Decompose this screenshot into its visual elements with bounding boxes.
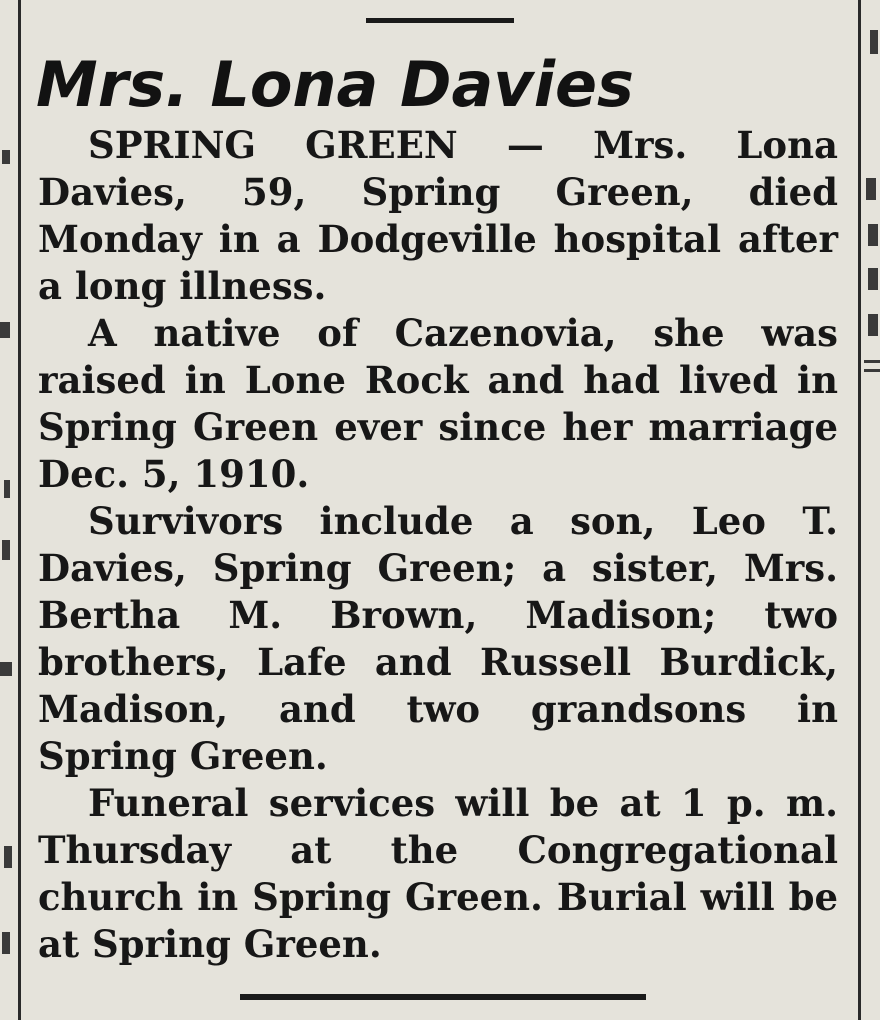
paragraph-funeral: Funeral services will be at 1 p. m. Thursday at the Congregational church in Spring Green. Burial will be at Spring Green. [38,781,838,966]
adjacent-column-right-fragment [862,0,880,1020]
bottom-separator-rule [240,994,646,1000]
column-rule-right [858,0,861,1020]
paragraph-survivors: Survivors include a son, Leo T. Davies, Spring Green; a sister, Mrs. Bertha M. Brown, Madison; two brothers, Lafe and Russell Burdick, Madison, and two grandsons in Spring Green. [38,499,838,778]
paragraph-death-notice: SPRING GREEN — Mrs. Lona Davies, 59, Spring Green, died Monday in a Dodgeville hospital after a long illness. [38,123,838,308]
top-separator-rule [366,18,514,23]
column-rule-left [18,0,21,1020]
obituary-body [38,122,838,968]
obituary-headline: Mrs. Lona Davies [36,48,634,121]
adjacent-column-left-fragment [0,0,16,1020]
paragraph-biography: A native of Cazenovia, she was raised in Lone Rock and had lived in Spring Green ever since her marriage Dec. 5, 1910. [38,311,838,496]
